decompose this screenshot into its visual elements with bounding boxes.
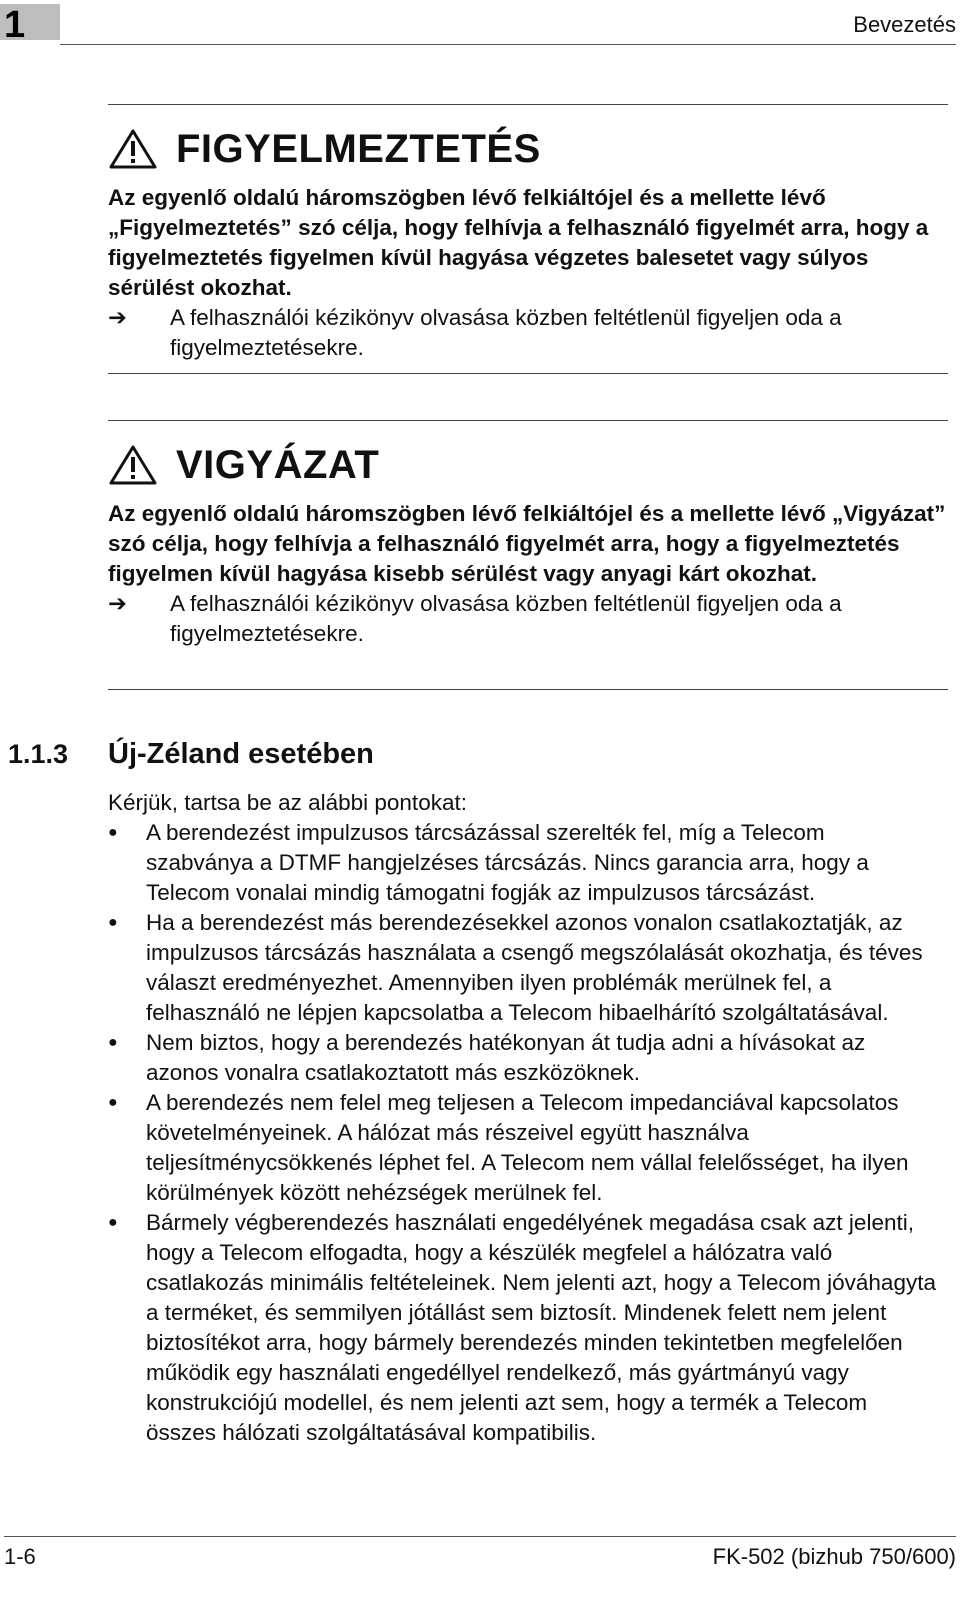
list-item [108,818,938,908]
bullet-icon: ● [108,914,118,931]
footer-divider [4,1536,956,1537]
requirements-list [108,818,938,1448]
warning-triangle-icon [108,444,158,486]
caution-action-text: A felhasználói kézikönyv olvasása közben feltétlenül figyeljen oda a figyelmeztetésekre. [170,591,842,646]
caution-notice [108,420,948,690]
section-title: Új-Zéland esetében [108,738,374,770]
warning-title-row [108,123,948,175]
caution-title-row [108,439,948,491]
page-number: 1-6 [4,1544,36,1569]
section-heading [8,738,374,771]
product-name: FK-502 (bizhub 750/600) [712,1544,956,1569]
list-item [108,1088,938,1208]
warning-action [108,303,948,363]
list-item [108,908,938,1028]
list-item-text: Bármely végberendezés használati engedélyének megadása csak azt jelenti, hogy a Telecom elfogadta, hogy a készülék megfelel a hálózatra való csatlakozás minimális feltételeinek. Nem jelenti azt, hogy a Telecom jóváhagyta a terméket, és semmilyen jótállást sem biztosít. Mindenek felett nem jelent biztosítékot arra, hogy bármely berendezés minden tekintetben megfelelően működik egy használati engedéllyel rendelkező, más gyártmányú vagy konstrukciójú modellel, és nem jelenti azt sem, hogy a termék a Telecom összes hálózati szolgáltatásával kompatibilis. [146,1210,936,1445]
list-item-text: A berendezés nem felel meg teljesen a Telecom impedanciával kapcsolatos követelményeinek. A hálózat más részeivel együtt használva teljesítménycsökkenés léphet fel. A Telecom nem vállal felelősséget, ha ilyen körülmények között nehézségek merülnek fel. [146,1090,909,1205]
bullet-icon: ● [108,1094,118,1111]
warning-notice [108,104,948,374]
warning-triangle-icon [108,128,158,170]
arrow-right-icon: ➔ [108,305,127,330]
list-item-text: Nem biztos, hogy a berendezés hatékonyan át tudja adni a hívásokat az azonos vonalra csatlakoztatott más eszközöknek. [146,1030,866,1085]
caution-body: Az egyenlő oldalú háromszögben lévő felkiáltójel és a mellette lévő „Vigyázat” szó célja, hogy felhívja a felhasználó figyelmét arra, hogy a figyelmeztetés figyelmen kívül hagyása kisebb sérülést vagy anyagi kárt okozhat. [108,501,946,586]
list-item-text: Ha a berendezést más berendezésekkel azonos vonalon csatlakoztatják, az impulzusos tárcsázás használata a csengő megszólalását okozhatja, és téves választ eredményezhet. Amennyiben ilyen problémák merülnek fel, a felhasználó ne lépjen kapcsolatba a Telecom hibaelhárító szolgáltatásával. [146,910,923,1025]
bullet-icon: ● [108,824,118,841]
caution-action [108,589,948,649]
list-item [108,1208,938,1448]
running-header: Bevezetés [853,12,956,37]
header-divider [60,44,956,45]
arrow-right-icon: ➔ [108,591,127,616]
warning-action-text: A felhasználói kézikönyv olvasása közben feltétlenül figyeljen oda a figyelmeztetésekre. [170,305,842,360]
chapter-number: 1 [4,4,26,46]
list-item [108,1028,938,1088]
bullet-icon: ● [108,1034,118,1051]
warning-body: Az egyenlő oldalú háromszögben lévő felkiáltójel és a mellette lévő „Figyelmeztetés” szó célja, hogy felhívja a felhasználó figyelmét arra, hogy a figyelmeztetés figyelmen kívül hagyása végzetes balesetet vagy súlyos sérülést okozhat. [108,185,929,300]
section-intro: Kérjük, tartsa be az alábbi pontokat: [108,790,467,815]
list-item-text: A berendezést impulzusos tárcsázással szerelték fel, míg a Telecom szabványa a DTMF hangjelzéses tárcsázás. Nincs garancia arra, hogy a Telecom vonalai mindig támogatni fogják az impulzusos tárcsázást. [146,820,869,905]
warning-title: FIGYELMEZTETÉS [176,126,541,171]
bullet-icon: ● [108,1214,118,1231]
caution-title: VIGYÁZAT [176,442,380,487]
section-number: 1.1.3 [8,739,69,769]
